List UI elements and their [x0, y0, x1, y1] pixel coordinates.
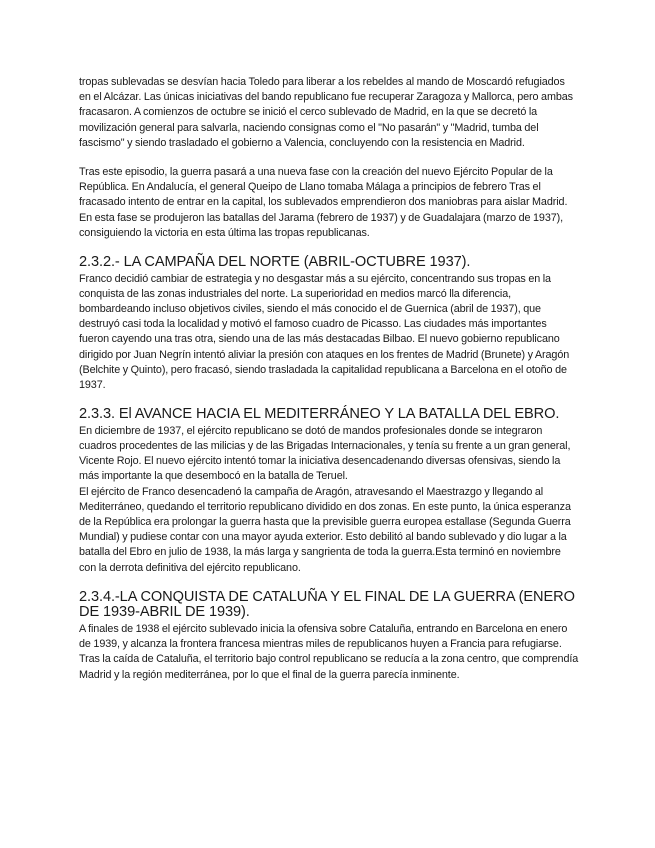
paragraph-spacer: [79, 151, 579, 165]
paragraph-ofensiva-cataluna: A finales de 1938 el ejército sublevado inicia la ofensiva sobre Cataluña, entrando en Barcelona en enero de 1939, y alcanza la frontera francesa mientras miles de republicanos huyen a Francia para refugiarse.: [79, 623, 568, 651]
section-heading-conquista-cataluna: 2.3.4.-LA CONQUISTA DE CATALUÑA Y EL FINAL DE LA GUERRA (ENERO DE 1939-ABRIL DE 1939).: [79, 588, 575, 621]
paragraph-ejercito-profesional: En diciembre de 1937, el ejército republicano se dotó de mandos profesionales donde se integraron cuadros procedentes de las milicias y de las Brigadas Internacionales, y tenía su frente a un gran general, Vicente Rojo. El nuevo ejército intentó tomar la iniciativa desencadenando diversas ofensivas, siendo la más importante la que desembocó en la batalla de Teruel.: [79, 424, 571, 483]
section-heading-campana-norte: 2.3.2.- LA CAMPAÑA DEL NORTE (ABRIL-OCTUBRE 1937).: [79, 254, 471, 271]
paragraph-madrid-siege: tropas sublevadas se desvían hacia Toledo para liberar a los rebeldes al mando de Moscardó refugiados en el Alcázar. Las únicas iniciativas del bando republicano fue recuperar Zaragoza y Mallorca, pero ambas fracasaron. A comienzos de octubre se inició el cerco sublevado de Madrid, en la que se decretó la movilización general para salvarla, naciendo consignas como el "No pasarán" y "Madrid, tumba del fascismo" y siendo trasladado el gobierno a Valencia, concluyendo con la resistencia en Madrid.: [79, 76, 573, 149]
paragraph-campana-norte: Franco decidió cambiar de estrategia y no desgastar más a su ejército, concentrando sus tropas en la conquista de las zonas industriales del norte. La superioridad en medios marcó lla diferencia, bombardeando incluso objetivos civiles, siendo el más conocido el de Guernica (abril de 1937), que destruyó casi toda la localidad y motivó el famoso cuadro de Picasso. Las ciudades más importantes fueron cayendo una tras otra, siendo una de las más destacadas Bilbao. El nuevo gobierno republicano dirigido por Juan Negrín intentó aliviar la presión con ataques en los frentes de Madrid (Brunete) y Aragón (Belchite y Quinto), pero fracasó, siendo trasladada la capitalidad republicana a Barcelona en el otoño de 1937.: [79, 272, 570, 392]
paragraph-ejercito-popular: Tras este episodio, la guerra pasará a una nueva fase con la creación del nuevo Ejército Popular de la República. En Andalucía, el general Queipo de Llano tomaba Málaga a principios de febrero Tras el fracasado intento de entrar en la capital, los sublevados emprendieron dos maniobras para aislar Madrid. En esta fase se produjeron las batallas del Jarama (febrero de 1937) y de Guadalajara (marzo de 1937), consiguiendo la victoria en esta última las tropas republicanas.: [79, 166, 568, 239]
paragraph-batalla-ebro: El ejército de Franco desencadenó la campaña de Aragón, atravesando el Maestrazgo y llegando al Mediterráneo, quedando el territorio republicano dividido en dos zonas. En este punto, la única esperanza de la República era prolongar la guerra hasta que la previsible guerra europea estallase (Segunda Guerra Mundial) y pudiese contar con una mayor ayuda exterior. Esto debilitó al bando sublevado y dio lugar a la batalla del Ebro en julio de 1938, la más larga y sangrienta de toda la guerra.Esta terminó en noviembre con la derrota definitiva del ejército republicano.: [79, 485, 571, 574]
section-heading-avance-mediterraneo: 2.3.3. El AVANCE HACIA EL MEDITERRÁNEO Y LA BATALLA DEL EBRO.: [79, 406, 560, 423]
paragraph-final-guerra: Tras la caída de Cataluña, el territorio bajo control republicano se reducía a la zona centro, que comprendía Madrid y la región mediterránea, por lo que el final de la guerra parecía inminente.: [79, 653, 579, 681]
document-body: [79, 75, 579, 683]
